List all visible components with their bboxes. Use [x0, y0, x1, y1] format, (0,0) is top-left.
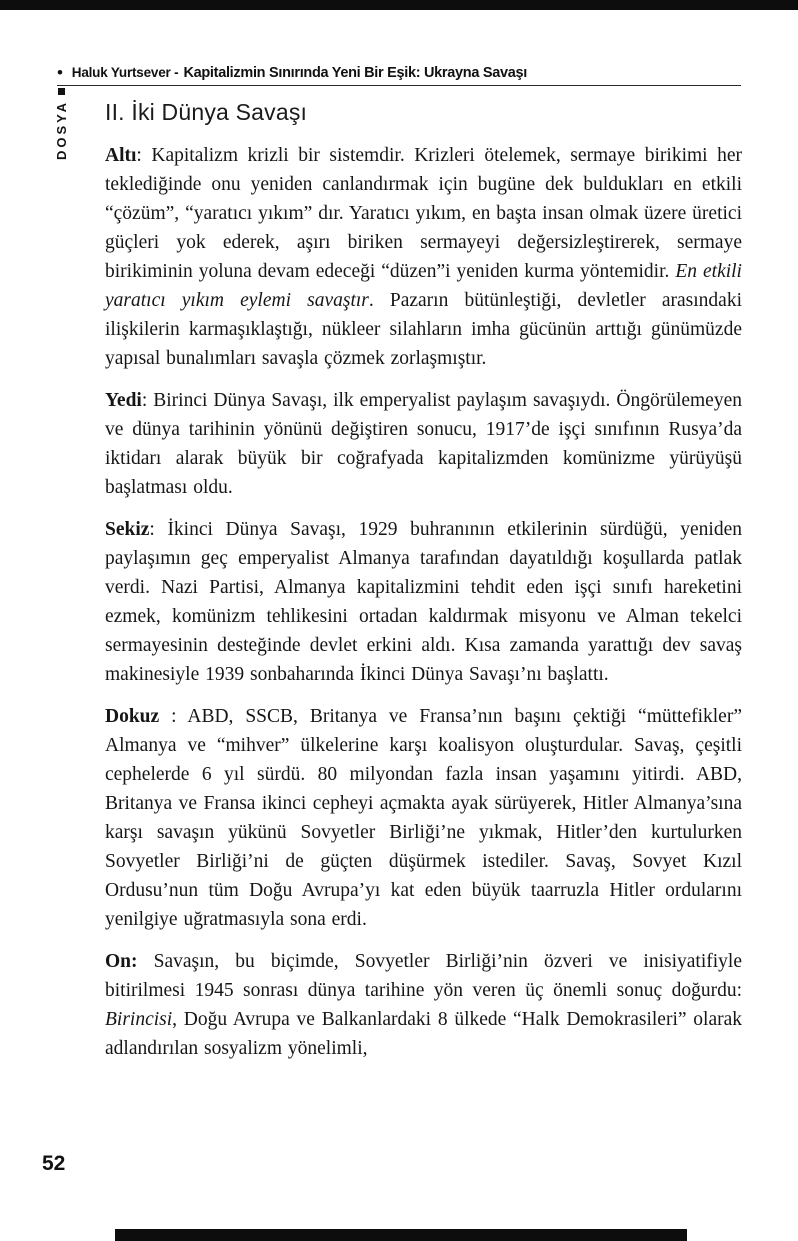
paragraph-text-segment: : İkinci Dünya Savaşı, 1929 buhranının etkilerinin sürdüğü, yeniden paylaşımın geç emperyalist Almanya tarafından dayatıldığı koşullarda patlak verdi. Nazi Partisi, Almanya kapitalizmini tehdit eden işçi sınıfı hareketini ezmek, komünizm tehlikesini ortadan kaldırmak misyonu ve Alman tekelci sermayesinin desteğinde devlet erkini aldı. Kısa zamanda yarattığı dev savaş makinesiyle 1939 sonbaharında İkinci Dünya Savaşı’nı başlattı. [105, 519, 742, 685]
rubric-label: DOSYA [54, 100, 69, 161]
paragraph [105, 386, 742, 502]
paragraph [105, 515, 742, 689]
header-book-title: Kapitalizmin Sınırında Yeni Bir Eşik: Ukrayna Savaşı [183, 65, 527, 81]
paragraph [105, 702, 742, 934]
paragraph-text-segment: : Kapitalizm krizli bir sistemdir. Krizleri ötelemek, sermaye birikimi her teklediğinde onu yeniden canlandırmak için bugüne dek buldukları en etkili “çözüm”, “yaratıcı yıkım” dır. Yaratıcı yıkım, en başta insan olmak üzere üretici güçleri yok ederek, aşırı biriken sermayeyi değersizleştirerek, sermaye birikiminin yoluna devam edeceği “düzen”i yeniden kurma yöntemidir. [105, 145, 742, 282]
header-author: Haluk Yurtsever - [71, 65, 179, 80]
square-bullet-icon [58, 88, 65, 95]
paragraph-text-segment: Savaşın, bu biçimde, Sovyetler Birliği’nin özveri ve inisiyatifiyle bitirilmesi 1945 sonrası dünya tarihine yön veren üç önemli sonuç doğurdu: [105, 951, 742, 1001]
paragraph-text-segment: , Doğu Avrupa ve Balkanlardaki 8 ülkede “Halk Demokrasileri” olarak adlandırılan sosyalizm yönelimli, [105, 1009, 742, 1059]
page-header [57, 62, 741, 82]
bottom-black-bar [115, 1229, 687, 1241]
header-divider [57, 85, 741, 86]
top-black-bar [0, 0, 798, 10]
paragraph-lead-word: Dokuz [105, 706, 160, 727]
page-number: 52 [42, 1152, 66, 1175]
body-text [105, 141, 742, 1063]
paragraph-lead-word: Altı [105, 145, 137, 166]
paragraph-text-segment: Birincisi [105, 1009, 173, 1030]
paragraph-text-segment: En etkili yaratıcı yıkım eylemi savaştır [105, 261, 742, 311]
paragraph-lead-word: Yedi [105, 390, 142, 411]
section-title: II. İki Dünya Savaşı [105, 99, 308, 125]
paragraph-text-segment: : ABD, SSCB, Britanya ve Fransa’nın başını çektiği “müttefikler” Almanya ve “mihver” ülkelerine karşı koalisyon oluşturdular. Savaş, çeşitli cephelerde 6 yıl sürdü. 80 milyondan fazla insan yaşamını yitirdi. ABD, Britanya ve Fransa ikinci cepheyi açmakta ayak sürüyerek, Hitler Almanya’sına karşı savaşın yükünü Sovyetler Birliği’ne yıkmak, Hitler’den kurtulurken Sovyetler Birliği’ni de güçten düşürmek istediler. Savaş, Sovyet Kızıl Ordusu’nun tüm Doğu Avrupa’yı kat eden büyük taarruzla Hitler ordularını yenilgiye uğratmasıyla sona erdi. [105, 706, 742, 930]
paragraph-text-segment: : Birinci Dünya Savaşı, ilk emperyalist paylaşım savaşıydı. Öngörülemeyen ve dünya tarihinin yönünü değiştiren sonucu, 1917’de işçi sınıfının Rusya’da iktidarı alarak büyük bir coğrafyada kapitalizmden komünizme yürüyüşü başlatması oldu. [105, 390, 742, 498]
header-bullet-icon: • [57, 63, 63, 82]
paragraph-lead-word: Sekiz [105, 519, 150, 540]
sidebar-rubric [54, 88, 69, 160]
paragraph [105, 141, 742, 373]
page-content [105, 99, 742, 1076]
paragraph-lead-word: On: [105, 951, 138, 972]
paragraph [105, 947, 742, 1063]
paragraph-text-segment: . Pazarın bütünleştiği, devletler arasındaki ilişkilerin karmaşıklaştığı, nükleer silahların imha gücünün arttığı günümüzde yapısal bunalımları savaşla çözmek zorlaşmıştır. [105, 290, 742, 369]
